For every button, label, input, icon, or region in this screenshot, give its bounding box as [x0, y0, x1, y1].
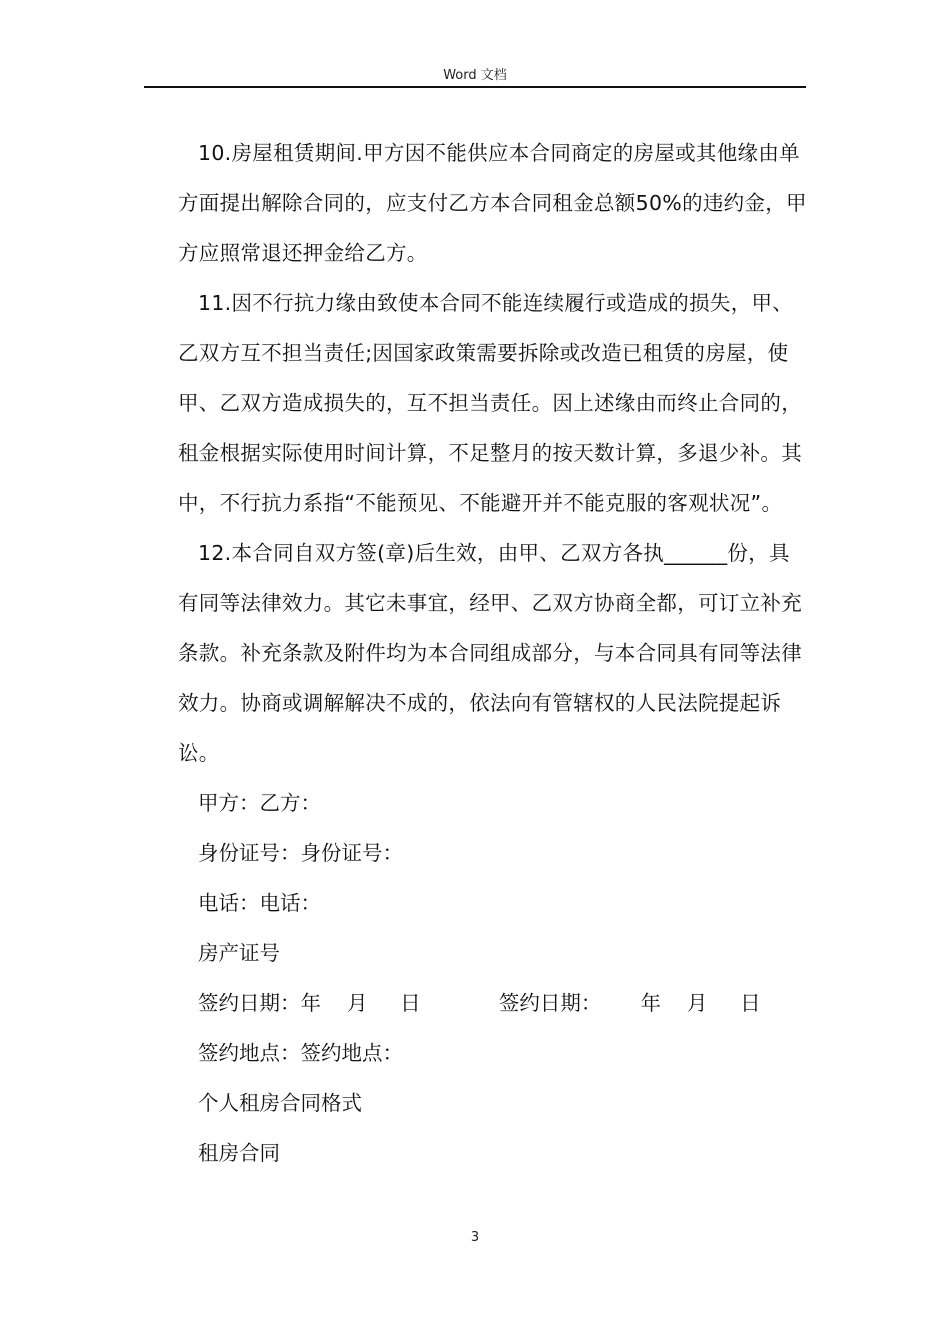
sign-place-line: 签约地点：签约地点： [198, 1041, 403, 1065]
page-header: Word 文档 [443, 68, 507, 83]
next-contract-title: 个人租房合同格式 [198, 1091, 362, 1115]
clause-11: 11.因不行抗力缘由致使本合同不能连续履行或造成的损失，甲、乙双方互不担当责任;因国家政策需要拆除或改造已租赁的房屋，使甲、乙双方造成损失的，互不担当责任。因上述缘由而终止合同的，租金根据实际使用时间计算，不足整月的按天数计算，多退少补。其中，不行抗力系指“不能预见、不能避开并不能克服的客观状况”。 [178, 291, 802, 515]
sign-date-line: 签约日期：年 月 日 签约日期： 年 月 日 [198, 991, 761, 1015]
property-cert-line: 房产证号 [198, 941, 280, 965]
page-number: 3 [470, 1230, 480, 1245]
header-rule [144, 86, 806, 88]
next-contract-subtitle: 租房合同 [198, 1141, 280, 1165]
document-body [178, 128, 810, 1178]
clause-10: 10.房屋租赁期间.甲方因不能供应本合同商定的房屋或其他缘由单方面提出解除合同的，应支付乙方本合同租金总额50%的违约金，甲方应照常退还押金给乙方。 [178, 141, 807, 265]
party-line: 甲方：乙方： [198, 791, 321, 815]
phone-line: 电话：电话： [198, 891, 321, 915]
clause-12: 12.本合同自双方签(章)后生效，由甲、乙双方各执______份，具有同等法律效力。其它未事宜，经甲、乙双方协商全都，可订立补充条款。补充条款及附件均为本合同组成部分，与本合同具有同等法律效力。协商或调解解决不成的，依法向有管辖权的人民法院提起诉讼。 [178, 541, 802, 765]
id-number-line: 身份证号：身份证号： [198, 841, 403, 865]
